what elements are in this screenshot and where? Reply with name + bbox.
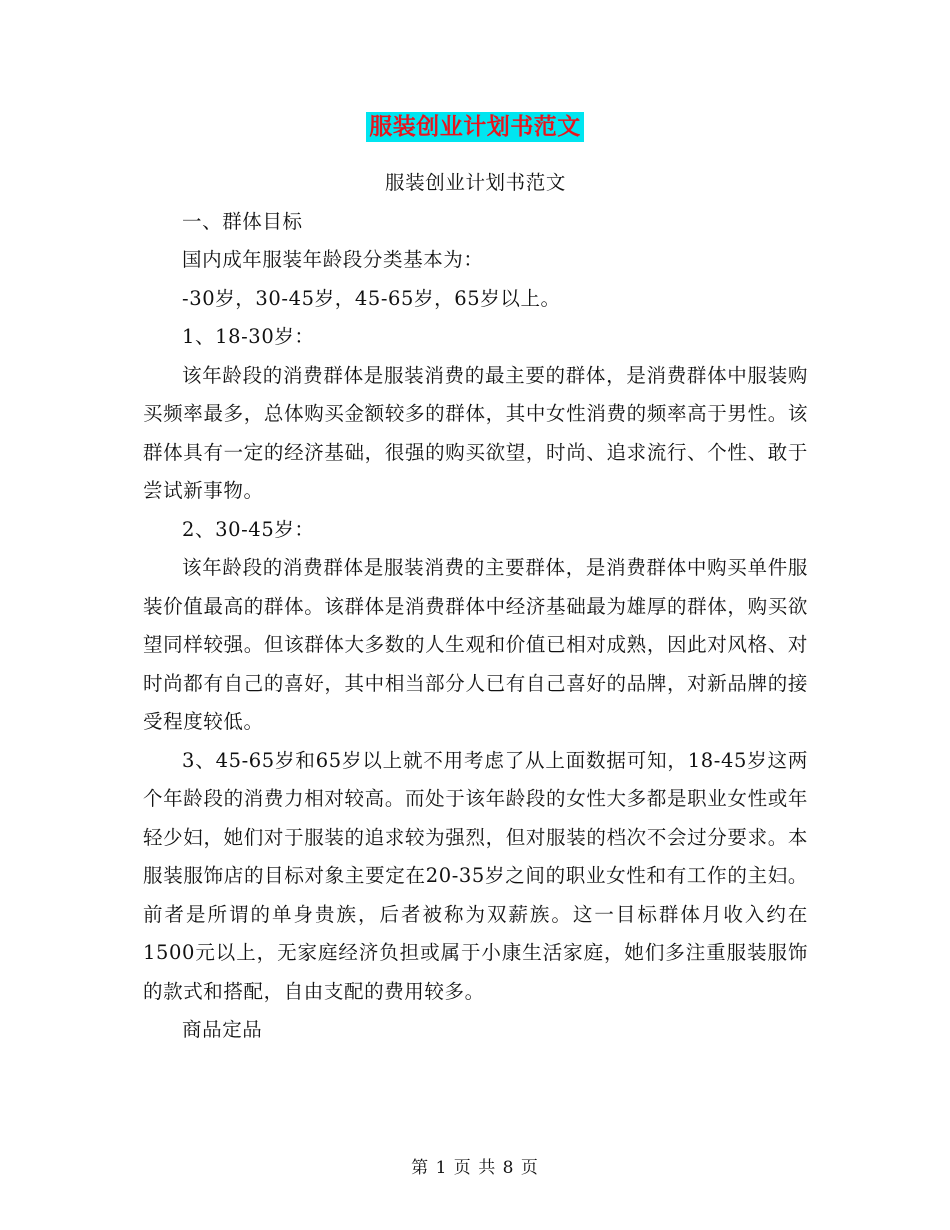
document-title: 服装创业计划书范文 (366, 112, 584, 142)
document-body (143, 164, 808, 1050)
paragraph: 国内成年服装年龄段分类基本为： (182, 248, 484, 271)
page-footer: 第 1 页 共 8 页 (411, 1158, 539, 1178)
paragraph: -30岁，30-45岁，45-65岁，65岁以上。 (182, 286, 561, 310)
subsection-heading: 1、18-30岁： (182, 325, 315, 348)
paragraph: 3、45-65岁和65岁以上就不用考虑了从上面数据可知，18-45岁这两个年龄段的消费力相对较高。而处于该年龄段的女性大多都是职业女性或年轻少妇，她们对于服装的追求较为强烈，但对服装的档次不会过分要求。本服装服饰店的目标对象主要定在20-35岁之间的职业女性和有工作的主妇。前者是所谓的单身贵族，后者被称为双薪族。这一目标群体月收入约在1500元以上，无家庭经济负担或属于小康生活家庭，她们多注重服装服饰的款式和搭配，自由支配的费用较多。 (143, 748, 808, 1003)
paragraph: 该年龄段的消费群体是服装消费的主要群体，是消费群体中购买单件服装价值最高的群体。该群体是消费群体中经济基础最为雄厚的群体，购买欲望同样较强。但该群体大多数的人生观和价值已相对成熟，因此对风格、对时尚都有自己的喜好，其中相当部分人已有自己喜好的品牌，对新品牌的接受程度较低。 (143, 556, 808, 733)
title-container (0, 112, 950, 142)
paragraph: 商品定品 (182, 1018, 263, 1041)
document-subtitle: 服装创业计划书范文 (385, 171, 566, 194)
section-heading: 一、群体目标 (182, 209, 303, 233)
subsection-heading: 2、30-45岁： (182, 517, 315, 541)
paragraph: 该年龄段的消费群体是服装消费的最主要的群体，是消费群体中服装购买频率最多，总体购买金额较多的群体，其中女性消费的频率高于男性。该群体具有一定的经济基础，很强的购买欲望，时尚、追求流行、个性、敢于尝试新事物。 (143, 363, 808, 502)
